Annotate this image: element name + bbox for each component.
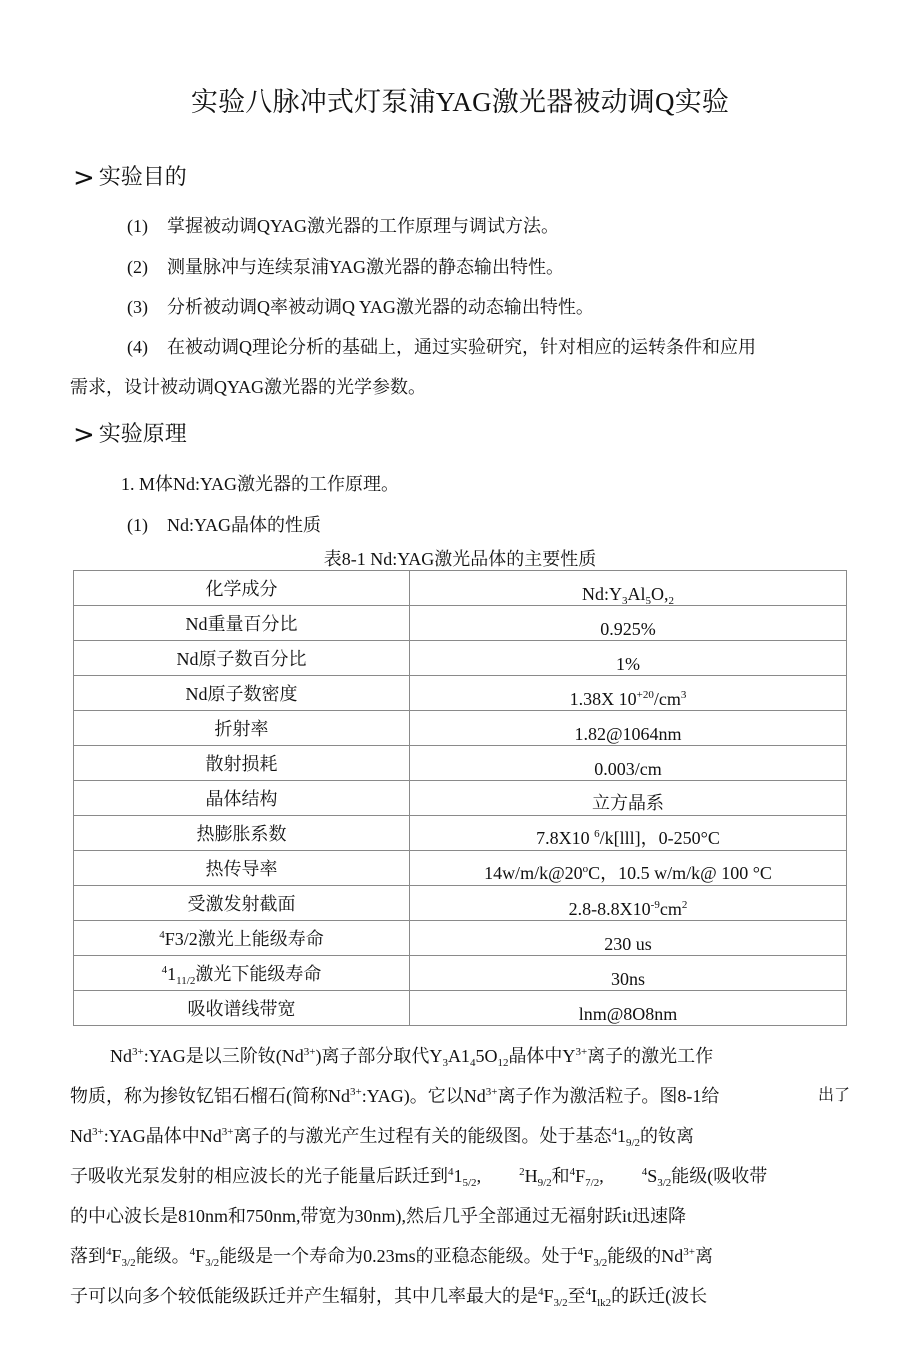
item-text: 分析被动调Q率被动调Q YAG激光器的动态输出特性。: [167, 297, 594, 317]
item-number: (2): [127, 257, 148, 277]
body-line-2: 物质，称为掺钕钇铝石榴石(简称$Nd^{3+}:YAG$)。它以$Nd^{3+}$离子作为激活粒子。图8-1给 出了: [70, 1086, 850, 1106]
table-key: Nd原子数密度: [74, 676, 410, 711]
table-value: 30ns: [410, 956, 847, 991]
table-value: 1%: [410, 641, 847, 676]
table-caption: 表8-1 Nd:YAG激光品体的主要性质: [323, 549, 597, 569]
table-row: [74, 711, 847, 746]
table-key: 热传导率: [74, 851, 410, 886]
table-row: [74, 781, 847, 816]
objective-item-4: [127, 333, 756, 359]
item-number: (4): [127, 337, 148, 357]
table-key: 吸收谱线带宽: [74, 991, 410, 1026]
item-text: Nd:YAG晶体的性质: [167, 515, 322, 535]
table-key: 散射损耗: [74, 746, 410, 781]
body-line-4: 子吸收光泵发射的相应波长的光子能量后跃迁到$^41_{5/2}$, $^2H_{9/2}$和$^4F_{7/2}$, $^4S_{3/2}$能级(吸收带: [70, 1166, 768, 1189]
table-row: [74, 921, 847, 956]
arrow-right-icon: >: [73, 420, 95, 450]
table-value: 1.82@1064nm: [410, 711, 847, 746]
item-text: 掌握被动调QYAG激光器的工作原理与调试方法。: [167, 216, 559, 236]
table-key: Nd重量百分比: [74, 606, 410, 641]
table-key: 热膨胀系数: [74, 816, 410, 851]
objective-item-1: [127, 212, 559, 238]
item-number: (3): [127, 297, 148, 317]
objective-item-2: [127, 253, 564, 279]
item-text: 测量脉冲与连续泵浦YAG激光器的静态输出特性。: [167, 257, 564, 277]
section-heading-text: 实验目的: [98, 164, 187, 189]
item-text: 在被动调Q理论分析的基础上，通过实验研究，针对相应的运转条件和应用: [167, 337, 756, 357]
table-key: 折射率: [74, 711, 410, 746]
table-value: 7.8X10 $^6$/k[lll]，0-250°C: [410, 816, 847, 851]
principle-subheading: 1. M体Nd:YAG激光器的工作原理。: [121, 474, 400, 494]
arrow-right-icon: >: [73, 163, 95, 193]
table-row: [74, 571, 847, 606]
table-row: [74, 956, 847, 991]
objective-item-3: [127, 293, 594, 319]
table-value: lnm@8O8nm: [410, 991, 847, 1026]
properties-table: [73, 570, 847, 1026]
item-number: (1): [127, 216, 148, 236]
body-line-5: 的中心波长是810nm和750nm,带宽为30nm),然后几乎全部通过无福射跃it迅速降: [70, 1206, 686, 1226]
body-line-1: $Nd^{3+}:YAG$是以三阶钕$(Nd^{3+})$离子部分取代$Y_3A1_45O_{12}$晶体中$Y^{3+}$离子的激光工作: [110, 1046, 714, 1069]
table-row: [74, 991, 847, 1026]
table-value: 立方晶系: [410, 781, 847, 816]
table-row: [74, 676, 847, 711]
table-row: [74, 606, 847, 641]
section-heading-purpose: [73, 160, 187, 193]
table-row: [74, 886, 847, 921]
section-heading-text: 实验原理: [98, 421, 187, 446]
table-value: $Nd:Y_3Al_5O,_2$: [410, 571, 847, 606]
objective-item-4-continuation: 需求，设计被动调QYAG激光器的光学参数。: [70, 377, 426, 397]
body-line-3: $Nd^{3+}:YAG$晶体中$Nd^{3+}$离子的与激光产生过程有关的能级图。处于基态$^41_{9/2}$的钕离: [70, 1126, 695, 1149]
table-value: 230 us: [410, 921, 847, 956]
table-key: $^4$F3/2激光上能级寿命: [74, 921, 410, 956]
principle-subitem: [127, 511, 321, 537]
table-key: 晶体结构: [74, 781, 410, 816]
page-title: 实验八脉冲式灯泵浦YAG激光器被动调Q实验: [190, 87, 730, 117]
table-value: $2.8-8.8X10^{-9}cm^2$: [410, 886, 847, 921]
body-line-6: 落到$^4F_{3/2}$能级。$^4F_{3/2}$能级是一个寿命为0.23ms的亚稳态能级。处于$^4F_{3/2}$能级的$Nd^{3+}$离: [70, 1246, 713, 1269]
section-heading-principle: [73, 417, 187, 450]
body-line-7: 子可以向多个较低能级跃迁并产生辐射，其中几率最大的是$^4F_{3/2}$至$^4I_{lk2}$的跃迁(波长: [70, 1286, 708, 1309]
table-value: 0.925%: [410, 606, 847, 641]
table-row: [74, 851, 847, 886]
table-row: [74, 816, 847, 851]
table-value: 14w/m/k@20$^o$C，10.5 w/m/k@ 100 °C: [410, 851, 847, 886]
item-number: (1): [127, 515, 148, 535]
table-row: [74, 641, 847, 676]
table-key: 受激发射截面: [74, 886, 410, 921]
table-value: 1.38X $10^{+20}/cm^3$: [410, 676, 847, 711]
table-key: 化学成分: [74, 571, 410, 606]
table-row: [74, 746, 847, 781]
table-key: $^41_{11/2}$激光下能级寿命: [74, 956, 410, 991]
table-value: 0.003/cm: [410, 746, 847, 781]
table-key: Nd原子数百分比: [74, 641, 410, 676]
